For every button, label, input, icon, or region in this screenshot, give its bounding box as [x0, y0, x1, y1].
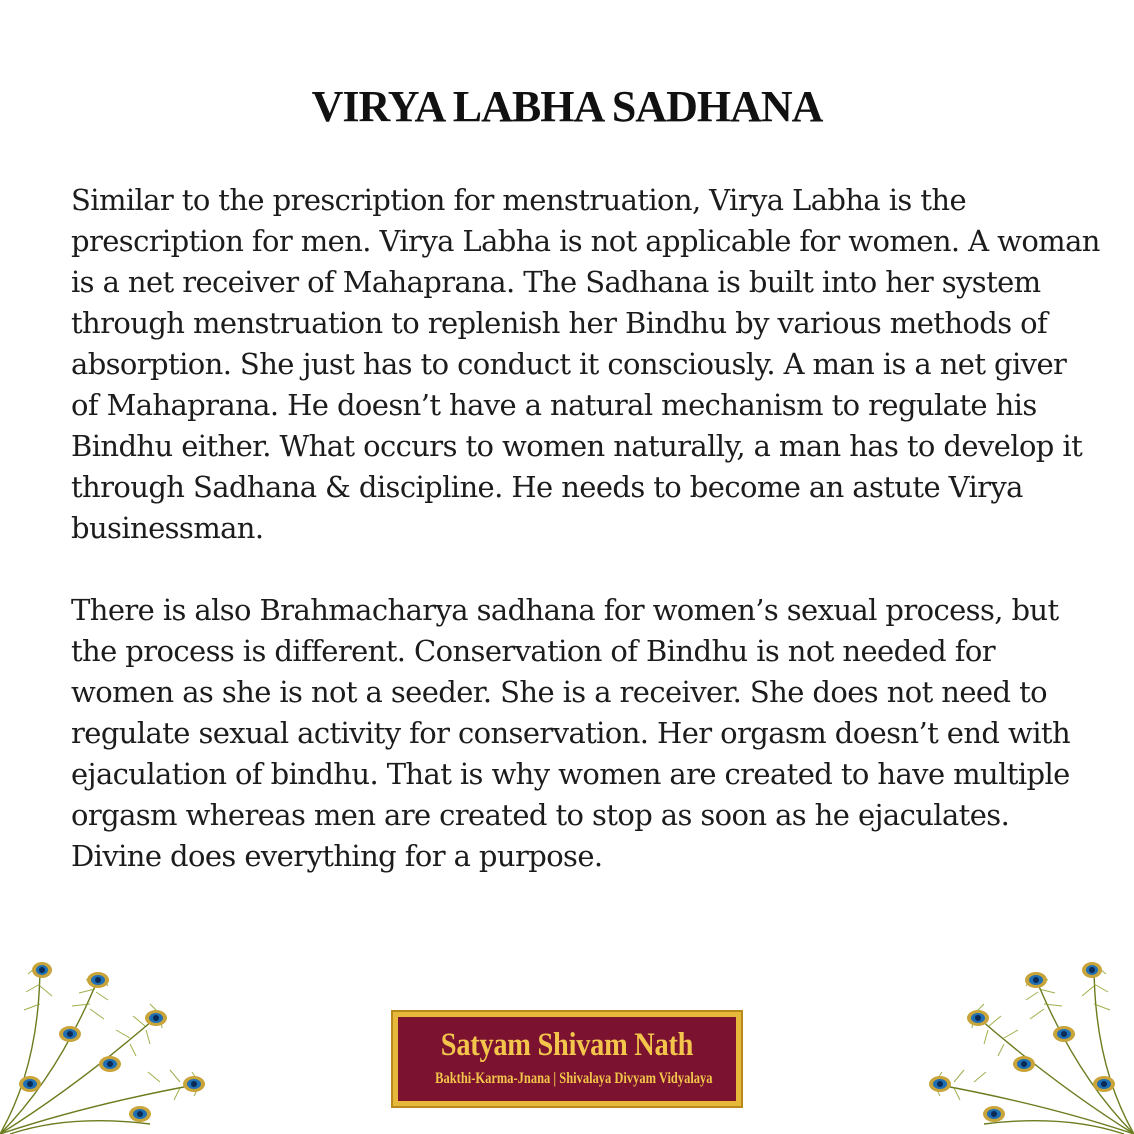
logo-name: Satyam Shivam Nath — [440, 1027, 694, 1063]
peacock-feathers-icon — [914, 954, 1134, 1134]
article-body — [71, 180, 1101, 877]
peacock-feathers-icon — [0, 954, 220, 1134]
brand-logo — [393, 1012, 741, 1106]
logo-tagline: Bakthi-Karma-Jnana | Shivalaya Divyam Vidyalaya — [435, 1070, 713, 1087]
paragraph-1: Similar to the prescription for menstruation, Virya Labha is the prescription for men. Virya Labha is not applicable for women. A woman is a net receiver of Mahaprana. The Sadhana is built into her system through menstruation to replenish her Bindhu by various methods of absorption. She just has to conduct it consciously. A man is a net giver of Mahaprana. He doesn’t have a natural mechanism to regulate his Bindhu either. What occurs to women naturally, a man has to develop it through Sadhana & discipline. He needs to become an astute Virya businessman. — [71, 183, 1100, 545]
paragraph-2: There is also Brahmacharya sadhana for women’s sexual process, but the process is different. Conservation of Bindhu is not needed for women as she is not a seeder. She is a receiver. She does not need to regulate sexual activity for conservation. Her orgasm doesn’t end with ejaculation of bindhu. That is why women are created to have multiple orgasm whereas men are created to stop as soon as he ejaculates. Divine does everything for a purpose. — [71, 593, 1071, 873]
page-title: VIRYA LABHA SADHANA — [311, 82, 823, 132]
